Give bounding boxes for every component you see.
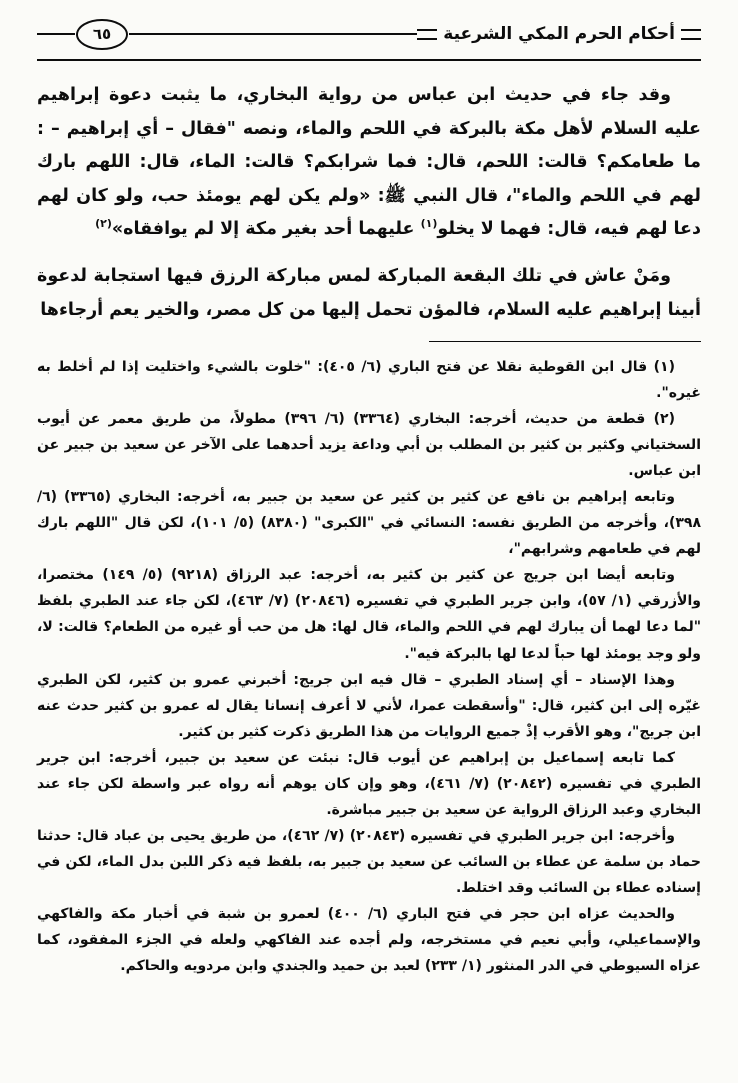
title-ornament-right-icon — [681, 29, 701, 40]
page-number-badge — [76, 19, 128, 50]
footnote-separator — [429, 341, 701, 342]
title-ornament-left-icon — [417, 29, 437, 40]
footnote-2-cont-4: كما تابعه إسماعيل بن إبراهيم عن أيوب قال: نبئت عن سعيد بن جبير، أخرجه: ابن جرير الطبري في تفسيره (٢٠٨٤٢) (٧/ ٤٦١)، وهو وإن كان يوهم أنه رواه عبر واسطة لكن جاء عند البخاري وعبد الرزاق الرواية عن سعيد بن جبير مباشرة. — [37, 749, 701, 818]
footnote-2-cont-3: وهذا الإسناد – أي إسناد الطبري – قال فيه ابن جريج: أخبرني عمرو بن كثير، لكن الطبري غيّره إلى ابن كثير، قال: "وأسقطت عمرا، لأني لا أعرف إنسانا يقال له عمرو بن كثير حدث عنه ابن جريج"، وهو الأقرب إذْ جميع الروايات من هذا الطريق ذكرت كثير بن كثير. — [37, 671, 701, 740]
main-text — [37, 79, 701, 327]
header-rule-stub — [37, 33, 75, 35]
footnote-2-cont-5: وأخرجه: ابن جرير الطبري في تفسيره (٢٠٨٤٣) (٧/ ٤٦٢)، من طريق يحيى بن عباد قال: حدثنا حماد بن سلمة عن عطاء بن السائب عن سعيد بن جبير به، بلفظ فيه ذكر اللبن بدل الماء، لكن في إسناده عطاء بن السائب وقد اختلط. — [37, 827, 701, 896]
footnotes-section — [37, 354, 701, 979]
paragraph-1-text-b: عليهما أحد بغير مكة إلا لم يوافقاه» — [111, 219, 421, 240]
header-underline — [37, 59, 701, 61]
page-header — [37, 18, 701, 50]
book-title: أحكام الحرم المكي الشرعية — [443, 24, 675, 44]
footnote-ref-1: (١) — [420, 217, 438, 231]
footnote-ref-2: (٢) — [95, 217, 112, 231]
paragraph-1-text-a: وقد جاء في حديث ابن عباس من رواية البخاري، ما يثبت دعوة إبراهيم عليه السلام لأهل مكة بالبركة في اللحم والماء، ونصه "فقال – أي إبراهيم – : ما طعامكم؟ قالت: اللحم، قال: فما شرابكم؟ قالت: الماء، قال: اللهم بارك لهم في اللحم والماء"، قال النبي ﷺ: «ولم يكن لهم يومئذ حب، ولو كان لهم دعا لهم فيه، قال: فهما لا يخلو — [37, 85, 701, 240]
page-number: ٦٥ — [92, 25, 112, 43]
header-rule — [129, 33, 417, 35]
footnote-1: (١) قال ابن القوطية نقلا عن فتح الباري (٦/ ٤٠٥): "خلوت بالشيء واختليت إذا لم أخلط به غيره". — [37, 359, 701, 402]
paragraph-2: ومَنْ عاش في تلك البقعة المباركة لمس مباركة الرزق فيها استجابة لدعوة أبينا إبراهيم عليه السلام، فالمؤن تحمل إليها من كل مصر، والخير يعم أرجاءها — [37, 265, 701, 320]
footnote-2: (٢) قطعة من حديث، أخرجه: البخاري (٣٣٦٤) (٦/ ٣٩٦) مطولاً، من طريق معمر عن أيوب السختياني وكثير بن كثير بن المطلب بن أبي وداعة يزيد أحدهما على الآخر عن سعيد بن جبير عن ابن عباس. — [37, 411, 701, 480]
paragraph-1 — [37, 79, 701, 247]
footnote-2-cont-1: وتابعه إبراهيم بن نافع عن كثير بن كثير عن سعيد بن جبير به، أخرجه: البخاري (٣٣٦٥) (٦/ ٣٩٨)، وأخرجه من الطريق نفسه: النسائي في "الكبرى" (٨٣٨٠) (٥/ ١٠١)، لكن قال "اللهم بارك لهم في طعامهم وشرابهم"، — [37, 489, 702, 558]
footnote-2-cont-2: وتابعه أيضا ابن جريج عن كثير بن كثير به، أخرجه: عبد الرزاق (٩٢١٨) (٥/ ١٤٩) مختصرا، والأزرقي (١/ ٥٧)، وابن جرير الطبري في تفسيره (٢٠٨٤٦) (٧/ ٤٦٣)، لكن جاء عند الطبري بلفظ "لما دعا لهما أن يبارك لهم في اللحم والماء، قال لها: هل من حب أو غيره من الطعام؟ قالت: لا، ولو وجد يومئذ لها حباً لدعا لها بالبركة فيه". — [37, 567, 701, 662]
footnote-2-cont-6: والحديث عزاه ابن حجر في فتح الباري (٦/ ٤٠٠) لعمرو بن شبة في أخبار مكة والفاكهي والإسماعيلي، وأبي نعيم في مستخرجه، ولم أجده عند الفاكهي ولعله في الجزء المفقود، كما عزاه السيوطي في الدر المنثور (١/ ٢٣٣) لعبد بن حميد والجندي وابن مردويه والحاكم. — [37, 905, 701, 974]
